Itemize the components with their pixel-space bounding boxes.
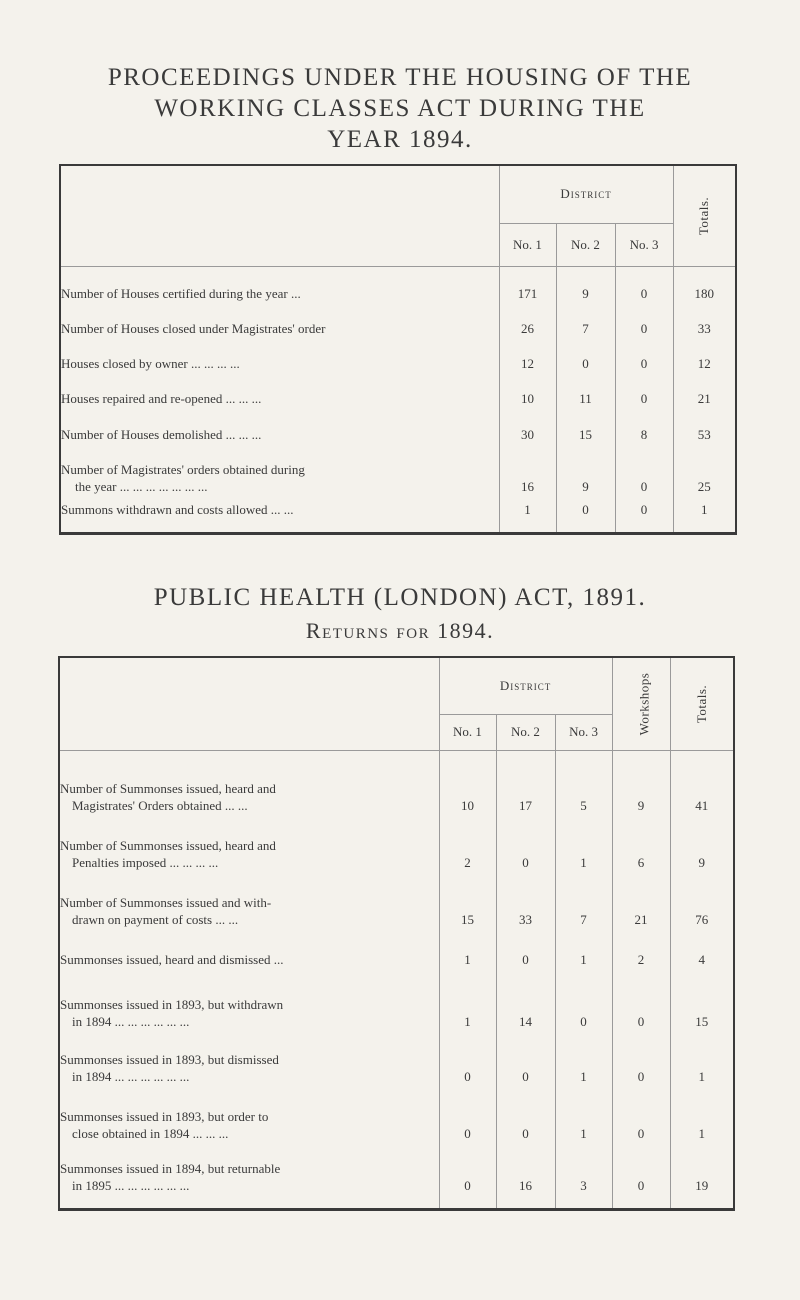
cell-total: 4	[670, 928, 734, 968]
ph-header-blank	[59, 657, 439, 750]
cell-no1: 26	[499, 302, 556, 337]
row-label-line-1: Number of Magistrates' orders obtained during	[61, 462, 305, 477]
cell-workshops: 21	[612, 871, 670, 928]
cell-total: 19	[670, 1142, 734, 1209]
row-label: Houses closed by owner ... ... ... ...	[61, 356, 240, 371]
row-label: Houses repaired and re-opened ... ... ...	[61, 391, 262, 406]
housing-title-line-1: PROCEEDINGS UNDER THE HOUSING OF THE	[107, 64, 693, 91]
table-row	[60, 407, 736, 443]
public-health-title: PUBLIC HEALTH (LONDON) ACT, 1891.	[153, 584, 647, 611]
cell-workshops: 9	[612, 750, 670, 814]
table-row	[59, 871, 734, 928]
cell-no2: 0	[556, 337, 615, 372]
cell-total: 180	[673, 266, 736, 302]
cell-total: 33	[673, 302, 736, 337]
cell-no1: 12	[499, 337, 556, 372]
cell-no1: 10	[439, 750, 496, 814]
row-label	[59, 968, 439, 1030]
cell-workshops: 0	[612, 1142, 670, 1209]
cell-no1: 1	[499, 495, 556, 533]
row-label-line-2: close obtained in 1894 ... ... ...	[72, 1126, 229, 1141]
table-row	[59, 1085, 734, 1142]
cell-total: 21	[673, 372, 736, 407]
housing-header-no1: No. 1	[499, 223, 556, 266]
table-row	[59, 750, 734, 814]
table-row	[59, 928, 734, 968]
row-label: Summons withdrawn and costs allowed ... ...	[61, 501, 294, 517]
cell-no1: 30	[499, 407, 556, 443]
cell-no3: 0	[615, 443, 673, 495]
row-label: Number of Houses closed under Magistrates' order	[61, 321, 326, 336]
cell-no2: 17	[496, 750, 555, 814]
table-row	[60, 337, 736, 372]
cell-no3: 0	[555, 968, 612, 1030]
row-label: Number of Houses certified during the year ...	[61, 286, 301, 301]
cell-no3: 7	[555, 871, 612, 928]
cell-workshops: 6	[612, 814, 670, 871]
cell-no3: 1	[555, 928, 612, 968]
cell-no3: 1	[555, 814, 612, 871]
cell-no1: 0	[439, 1030, 496, 1085]
cell-no3: 0	[615, 302, 673, 337]
row-label	[59, 871, 439, 928]
row-label-line-1: Summonses issued in 1893, but dismissed	[60, 1052, 279, 1067]
housing-title-line-2: WORKING CLASSES ACT DURING THE	[154, 95, 646, 122]
cell-total: 1	[673, 495, 736, 533]
ph-header-no1: No. 1	[439, 714, 496, 750]
row-label-line-1: Summonses issued in 1893, but order to	[60, 1109, 269, 1124]
row-label	[59, 750, 439, 814]
cell-no1: 15	[439, 871, 496, 928]
cell-no3: 0	[615, 266, 673, 302]
housing-title-line-3: YEAR 1894.	[327, 126, 473, 153]
housing-header-totals-cell	[673, 165, 736, 266]
cell-no2: 0	[496, 1085, 555, 1142]
cell-total: 1	[670, 1085, 734, 1142]
housing-header-blank	[60, 165, 499, 266]
cell-workshops: 0	[612, 1085, 670, 1142]
cell-no2: 15	[556, 407, 615, 443]
table-row	[59, 814, 734, 871]
row-label	[59, 814, 439, 871]
cell-no3: 1	[555, 1030, 612, 1085]
row-label-line-2: Penalties imposed ... ... ... ...	[72, 855, 219, 870]
housing-header-totals: Totals.	[696, 196, 712, 235]
ph-header-workshops-cell	[612, 657, 670, 750]
row-label	[59, 928, 439, 968]
row-label	[60, 443, 499, 495]
ph-header-district: District	[439, 657, 612, 714]
row-label	[59, 1142, 439, 1209]
cell-no2: 0	[556, 495, 615, 533]
housing-header-district: District	[499, 165, 673, 223]
row-label-line-1: Number of Summonses issued, heard and	[60, 781, 276, 796]
cell-no1: 1	[439, 968, 496, 1030]
cell-total: 12	[673, 337, 736, 372]
cell-no2: 16	[496, 1142, 555, 1209]
row-label-line-2: in 1894 ... ... ... ... ... ...	[72, 1069, 190, 1084]
cell-no1: 0	[439, 1142, 496, 1209]
cell-no3: 0	[615, 495, 673, 533]
cell-total: 9	[670, 814, 734, 871]
cell-no2: 0	[496, 928, 555, 968]
table-row	[60, 372, 736, 407]
cell-no2: 9	[556, 266, 615, 302]
row-label-line-1: Summonses issued in 1894, but returnable	[60, 1160, 281, 1176]
housing-table	[59, 164, 737, 535]
cell-total: 25	[673, 443, 736, 495]
row-label-line-1: Number of Summonses issued and with-	[60, 895, 272, 910]
cell-no3: 8	[615, 407, 673, 443]
table-row	[59, 1030, 734, 1085]
ph-header-no3: No. 3	[555, 714, 612, 750]
ph-header-workshops: Workshops	[635, 672, 651, 736]
cell-total: 76	[670, 871, 734, 928]
cell-total: 1	[670, 1030, 734, 1085]
table-row	[59, 1142, 734, 1209]
cell-no3: 0	[615, 372, 673, 407]
cell-no2: 0	[496, 814, 555, 871]
cell-total: 41	[670, 750, 734, 814]
cell-no1: 1	[439, 928, 496, 968]
row-label-line-2: drawn on payment of costs ... ...	[72, 912, 239, 927]
cell-no3: 0	[615, 337, 673, 372]
row-label-line-2: in 1895 ... ... ... ... ... ...	[72, 1177, 190, 1193]
cell-no3: 5	[555, 750, 612, 814]
cell-no1: 171	[499, 266, 556, 302]
cell-no2: 0	[496, 1030, 555, 1085]
public-health-table	[58, 656, 735, 1211]
cell-no1: 0	[439, 1085, 496, 1142]
cell-workshops: 2	[612, 928, 670, 968]
cell-workshops: 0	[612, 968, 670, 1030]
row-label-line-1: Summonses issued, heard and dismissed ...	[60, 952, 284, 967]
cell-no2: 9	[556, 443, 615, 495]
cell-no1: 2	[439, 814, 496, 871]
cell-no1: 10	[499, 372, 556, 407]
cell-total: 53	[673, 407, 736, 443]
housing-header-no3: No. 3	[615, 223, 673, 266]
row-label-line-2: Magistrates' Orders obtained ... ...	[72, 798, 248, 813]
cell-no2: 14	[496, 968, 555, 1030]
row-label-line-1: Summonses issued in 1893, but withdrawn	[60, 997, 284, 1012]
table-row	[59, 968, 734, 1030]
housing-header-no2: No. 2	[556, 223, 615, 266]
table-row	[60, 266, 736, 302]
cell-no3: 3	[555, 1142, 612, 1209]
cell-no3: 1	[555, 1085, 612, 1142]
table-row	[60, 443, 736, 495]
row-label	[59, 1085, 439, 1142]
cell-workshops: 0	[612, 1030, 670, 1085]
cell-no2: 33	[496, 871, 555, 928]
row-label-line-1: Number of Summonses issued, heard and	[60, 838, 276, 853]
row-label: Number of Houses demolished ... ... ...	[61, 427, 262, 442]
row-label-line-2: the year ... ... ... ... ... ... ...	[75, 479, 208, 494]
housing-title	[0, 62, 800, 155]
cell-no1: 16	[499, 443, 556, 495]
cell-no2: 11	[556, 372, 615, 407]
ph-header-no2: No. 2	[496, 714, 555, 750]
row-label	[59, 1030, 439, 1085]
table-row	[60, 495, 736, 533]
cell-no2: 7	[556, 302, 615, 337]
ph-header-totals: Totals.	[693, 684, 709, 723]
row-label-line-2: in 1894 ... ... ... ... ... ...	[72, 1014, 190, 1029]
ph-header-totals-cell	[670, 657, 734, 750]
cell-total: 15	[670, 968, 734, 1030]
public-health-subtitle: Returns for 1894.	[305, 618, 495, 643]
table-row	[60, 302, 736, 337]
